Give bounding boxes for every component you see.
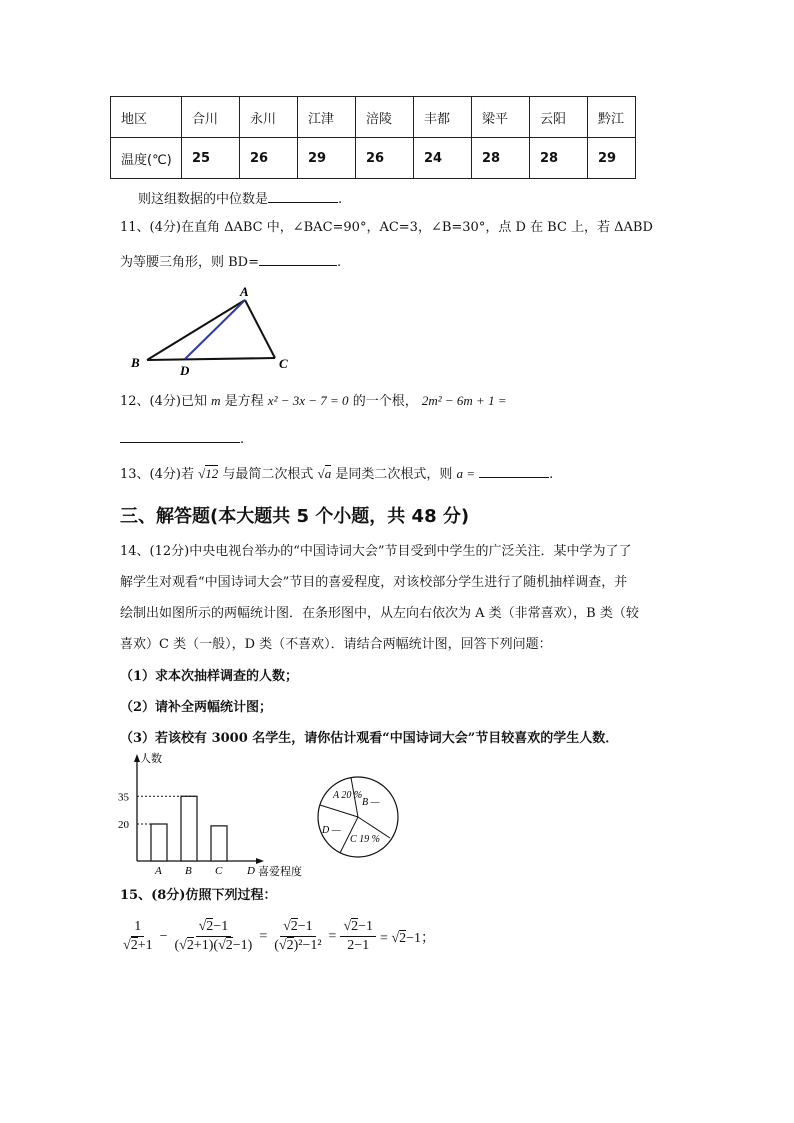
q12-mid2: 的一个根， bbox=[352, 394, 418, 409]
q12-var: m bbox=[211, 393, 221, 408]
side-ac bbox=[245, 300, 275, 358]
q14-line1: 14、(12分)中央电视台举办的“中国诗词大会”节目受到中学生的广泛关注．某中学为了了 bbox=[120, 544, 632, 559]
q14-sub1: （1）求本次抽样调查的人数； bbox=[120, 669, 299, 684]
q13-prefix: 13、(4分)若 bbox=[120, 467, 194, 482]
slice-label-b: B — bbox=[362, 797, 380, 808]
x-tick-label: B bbox=[185, 865, 192, 877]
q14-sub3: （3）若该校有 3000 名学生，请你估计观看“中国诗词大会”节目较喜欢的学生人数． bbox=[120, 731, 619, 746]
x-axis-label: 喜爱程度 bbox=[258, 866, 302, 878]
pie-chart bbox=[310, 772, 410, 862]
q12-equation: x² − 3x − 7 = 0 bbox=[267, 393, 349, 408]
q15-formula: $\frac{1}{√2+1}$ − $\frac{√2-1}{(√2+1)(√2-1)}$ = $\frac{√2-1}{\text{(√2)²−1²}}$ = $\frac{√2-1}{2-1}$ = √2−1； bbox=[120, 918, 435, 955]
q12-answer: . bbox=[120, 428, 244, 450]
q14-sub2: （2）请补全两幅统计图； bbox=[120, 700, 273, 715]
table-cell: 江津 bbox=[298, 97, 356, 138]
slice-label-d: D — bbox=[322, 825, 341, 836]
table-row bbox=[111, 97, 636, 138]
bar-chart bbox=[110, 750, 310, 880]
q14-line2: 解学生对观看“中国诗词大会”节目的喜爱程度，对该校部分学生进行了随机抽样调查，并 bbox=[120, 575, 628, 590]
q10-tail: 则这组数据的中位数是 . bbox=[138, 188, 342, 210]
x-tick-label: A bbox=[155, 865, 162, 877]
q11-line2-text: 为等腰三角形，则 BD= bbox=[120, 255, 260, 270]
q10-text: 则这组数据的中位数是 bbox=[138, 192, 269, 207]
fraction: $\frac{√2-1}{2-1}$ bbox=[340, 918, 376, 955]
section-heading: 三、解答题(本大题共 5 个小题，共 48 分) bbox=[120, 506, 470, 527]
fraction: $\frac{√2-1}{(√2+1)(√2-1)}$ bbox=[174, 919, 253, 953]
table-cell: 梁平 bbox=[472, 97, 530, 138]
temperature-table bbox=[110, 96, 636, 179]
segment-ad bbox=[185, 300, 245, 359]
sqrt-12: √12 bbox=[198, 466, 219, 481]
side-ab bbox=[147, 300, 245, 360]
y-axis-label: 人数 bbox=[140, 753, 162, 765]
answer-blank bbox=[120, 428, 240, 443]
q11-line2: 为等腰三角形，则 BD= . bbox=[120, 251, 341, 273]
q12-prefix: 12、(4分)已知 bbox=[120, 394, 207, 409]
radicand-12: 12 bbox=[205, 466, 219, 481]
answer-blank bbox=[259, 251, 337, 266]
table-cell: 26 bbox=[240, 138, 298, 179]
label-d: D bbox=[180, 363, 190, 378]
q14-line4: 喜欢）C 类（一般），D 类（不喜欢）．请结合两幅统计图，回答下列问题： bbox=[120, 637, 552, 652]
triangle-figure bbox=[125, 280, 305, 380]
answer-blank bbox=[479, 463, 549, 478]
q13-suffix: 是同类二次根式，则 bbox=[335, 467, 453, 482]
x-axis-arrow bbox=[256, 858, 264, 864]
table-row bbox=[111, 138, 636, 179]
q13-mid: 与最简二次根式 bbox=[222, 467, 314, 482]
slice-label-c: C 19 % bbox=[350, 834, 380, 845]
radicand-a: a bbox=[324, 466, 332, 481]
y-tick-label: 20 bbox=[118, 819, 129, 831]
table-cell: 温度(℃) bbox=[111, 138, 182, 179]
table-cell: 24 bbox=[414, 138, 472, 179]
bar-b bbox=[181, 796, 197, 861]
side-bc bbox=[147, 358, 275, 360]
x-tick-label: C bbox=[215, 865, 223, 877]
table-cell: 26 bbox=[356, 138, 414, 179]
bar-a bbox=[151, 824, 167, 861]
bar-c bbox=[211, 826, 227, 861]
pie-radius bbox=[320, 805, 358, 817]
table-cell: 永川 bbox=[240, 97, 298, 138]
table-cell: 25 bbox=[182, 138, 240, 179]
table-cell: 地区 bbox=[111, 97, 182, 138]
q15-title: 15、(8分)仿照下列过程： bbox=[120, 888, 277, 903]
y-tick-label: 35 bbox=[118, 791, 129, 804]
q11-line1: 11、(4分)在直角 ΔABC 中，∠BAC=90°，AC=3，∠B=30°，点 D 在 BC 上，若 ΔABD bbox=[120, 220, 653, 235]
label-b: B bbox=[131, 355, 140, 370]
table-cell: 云阳 bbox=[530, 97, 588, 138]
table-cell: 丰都 bbox=[414, 97, 472, 138]
q13-avar: a = bbox=[456, 466, 476, 481]
fraction: $\frac{√2-1}{\text{(√2)²−1²}}$ bbox=[274, 919, 322, 953]
table-cell: 28 bbox=[530, 138, 588, 179]
answer-blank bbox=[268, 188, 338, 203]
table-cell: 29 bbox=[298, 138, 356, 179]
table-cell: 28 bbox=[472, 138, 530, 179]
slice-label-a: A 20 % bbox=[333, 790, 363, 801]
label-c: C bbox=[279, 356, 288, 371]
bars-group bbox=[137, 796, 255, 877]
q12-line bbox=[120, 391, 507, 412]
q12-mid1: 是方程 bbox=[224, 394, 264, 409]
sqrt-a: √a bbox=[317, 466, 332, 481]
q14-line3: 绘制出如图所示的两幅统计图．在条形图中，从左向右依次为 A 类（非常喜欢），B 类（较 bbox=[120, 606, 639, 621]
table-cell: 合川 bbox=[182, 97, 240, 138]
table-cell: 涪陵 bbox=[356, 97, 414, 138]
q13-line: 13、(4分)若 √12 与最简二次根式 √a 是同类二次根式，则 a = . bbox=[120, 463, 553, 485]
q12-expr: 2m² − 6m + 1 = bbox=[421, 393, 507, 408]
x-tick-label: D bbox=[247, 865, 255, 877]
table-cell: 29 bbox=[588, 138, 636, 179]
label-a: A bbox=[240, 284, 249, 299]
fraction: $\frac{1}{√2+1}$ bbox=[123, 919, 153, 953]
table-cell: 黔江 bbox=[588, 97, 636, 138]
